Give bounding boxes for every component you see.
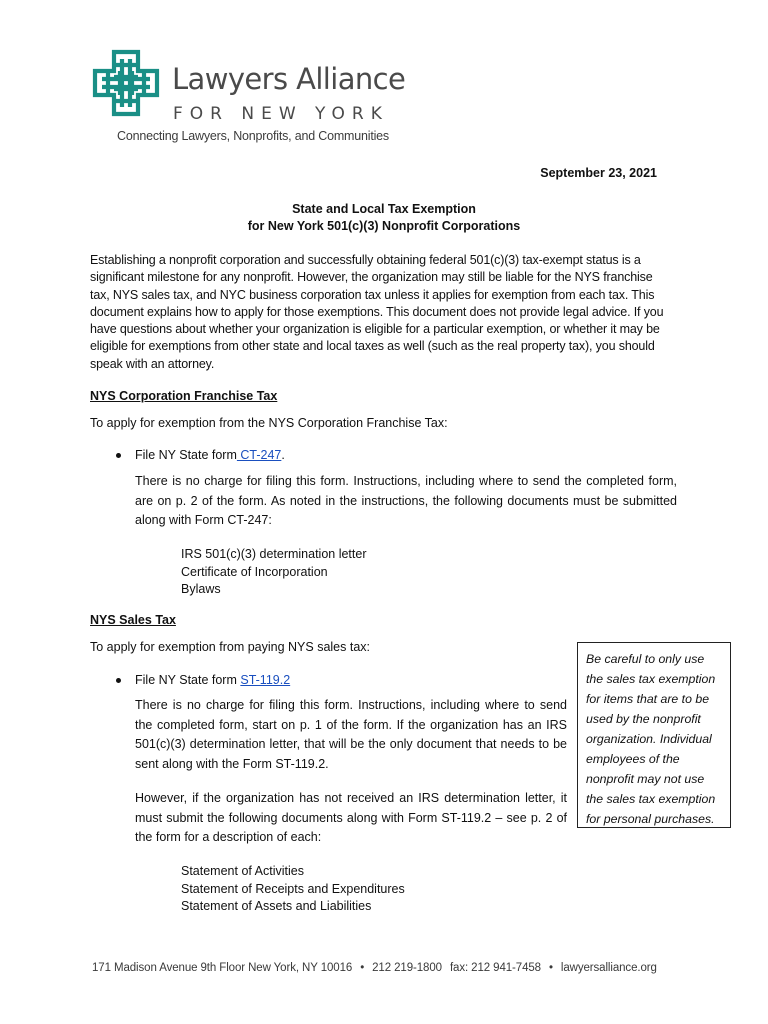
sales-tax-lead: To apply for exemption from paying NYS sales tax: [90,640,370,654]
franchise-bullet [135,448,285,462]
bullet-dot [116,678,121,683]
footer-separator: • [548,962,553,974]
franchise-tax-lead: To apply for exemption from the NYS Corporation Franchise Tax: [90,416,448,430]
sales-tax-heading: NYS Sales Tax [90,613,176,627]
franchise-bullet-suffix: . [281,448,285,462]
document-title-line1: State and Local Tax Exemption [292,202,476,216]
footer-fax: fax: 212 941-7458 [449,962,541,974]
intro-paragraph: Establishing a nonprofit corporation and successfully obtaining federal 501(c)(3) tax-exempt status is a significant milestone for any nonprofit. However, the organization may still be liable for the NYS franchise tax, NYS sales tax, and NYC business corporation tax unless it applies for exemption from each tax. This document explains how to apply for those exemptions. This document does not provide legal advice. If you have questions about whether your organization is eligible for a particular exemption, or whether it may be eligible for exemptions from other state and local taxes as well (such as the real property tax), you should speak with an attorney. [90,253,664,371]
franchise-documents-list [181,546,367,599]
ct-247-link[interactable]: CT-247 [236,448,282,462]
sales-detail-1: There is no charge for filing this form. Instructions, including where to send the completed form, start on p. 1 of the form. If the organization has an IRS 501(c)(3) determination letter, that will be the only document that needs to be sent along with the Form ST-119.2. [135,698,567,771]
list-item: Statement of Receipts and Expenditures [181,881,405,896]
sales-documents-list [181,863,405,916]
sales-bullet [135,673,290,687]
list-item: Statement of Assets and Liabilities [181,899,372,913]
footer [92,962,657,974]
sales-detail-2: However, if the organization has not received an IRS determination letter, it must submit the following documents along with Form ST-119.2 – see p. 2 of the form for a description of each: [135,791,567,844]
list-item: Certificate of Incorporation [181,564,328,579]
org-name: Lawyers Alliance [172,62,406,96]
list-item: Statement of Activities [181,864,304,878]
document-date: September 23, 2021 [540,166,657,180]
bullet-dot [116,453,121,458]
franchise-detail: There is no charge for filing this form. Instructions, including where to send the completed form, are on p. 2 of the form. As noted in the instructions, the following documents must be submitted along with Form CT-247: [135,474,677,527]
footer-phone: 212 219-1800 [372,962,442,974]
org-tagline: Connecting Lawyers, Nonprofits, and Communities [117,129,389,143]
lawyers-alliance-logo-icon [92,49,160,117]
footer-address: 171 Madison Avenue 9th Floor New York, NY 10016 [92,962,353,974]
footer-separator: • [360,962,365,974]
sales-tax-callout: Be careful to only use the sales tax exemption for items that are to be used by the nonprofit organization. Individual employees of the nonprofit may not use the sales tax exemption for personal purchases. [577,642,731,828]
list-item: IRS 501(c)(3) determination letter [181,547,367,561]
franchise-bullet-prefix: File NY State form [135,448,237,462]
list-item: Bylaws [181,582,221,596]
org-subtitle: FOR NEW YORK [173,104,389,124]
sales-bullet-prefix: File NY State form [135,673,241,687]
footer-website: lawyersalliance.org [560,962,657,974]
st-119-2-link[interactable]: ST-119.2 [240,673,291,687]
document-title-line2: for New York 501(c)(3) Nonprofit Corporations [247,219,521,233]
franchise-tax-heading: NYS Corporation Franchise Tax [90,389,278,403]
